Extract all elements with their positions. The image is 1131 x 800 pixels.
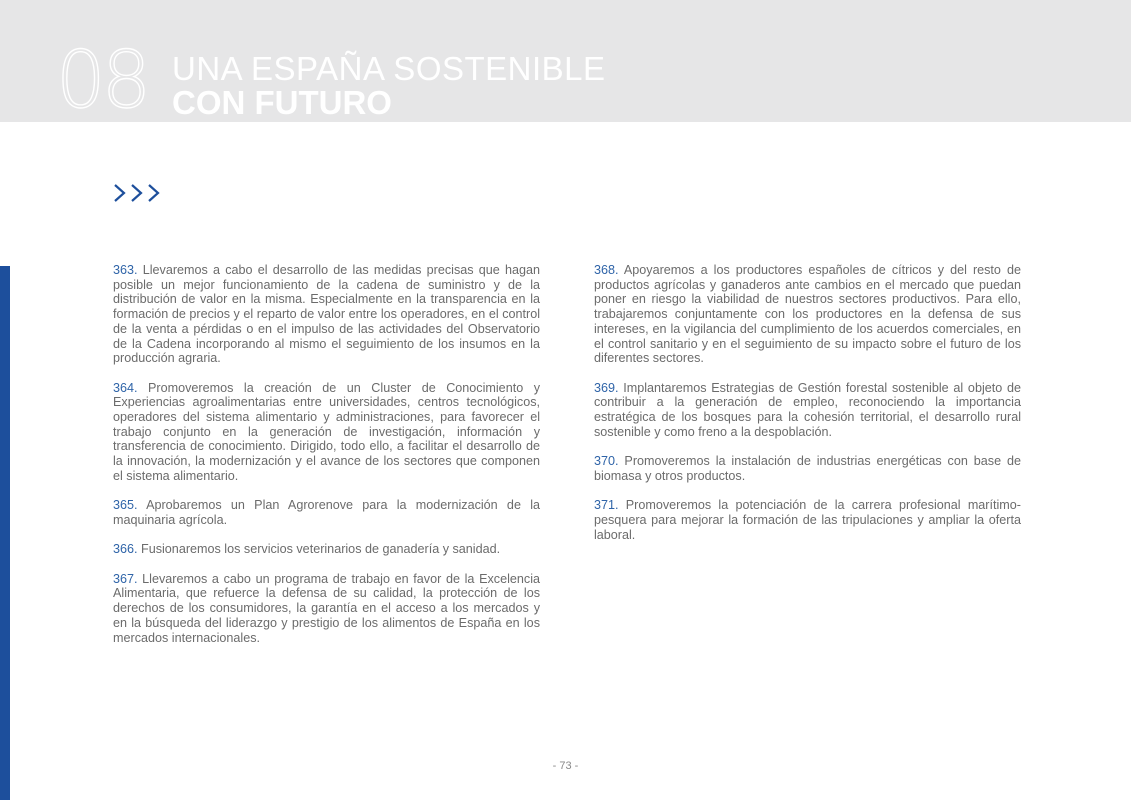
left-accent-bar — [0, 266, 10, 800]
proposal-number: 366. — [113, 542, 138, 557]
proposal-text: Apoyaremos a los productores españoles de cítricos y del resto de productos agrícolas y ganaderos ante cambios en el mercado que puedan poner en riesgo la viabilidad de nuestros sectores productivos. Para ello, trabajaremos conjuntamente con los productores en la defensa de sus intereses, en la vigilancia del cumplimiento de los acuerdos comerciales, en el control sanitario y en el seguimiento de su impacto sobre el futuro de los diferentes sectores. — [594, 263, 1021, 366]
chapter-title-line2: CON FUTURO — [172, 84, 392, 121]
triple-chevron-right-icon — [113, 182, 163, 204]
proposal-item — [594, 498, 1021, 542]
proposal-item — [113, 542, 540, 557]
right-text-column — [594, 263, 1021, 557]
proposal-item — [594, 263, 1021, 366]
proposal-item — [113, 498, 540, 527]
proposal-text: Promoveremos la instalación de industrias energéticas con base de biomasa y otros productos. — [594, 454, 1021, 483]
proposal-text: Implantaremos Estrategias de Gestión forestal sostenible al objeto de contribuir a la generación de empleo, reconociendo la importancia estratégica de los bosques para la cohesión territorial, el desarrollo rural sostenible y como freno a la despoblación. — [594, 380, 1021, 439]
proposal-number: 371. — [594, 498, 619, 513]
page-number: - 73 - — [552, 760, 579, 772]
proposal-text: Llevaremos a cabo el desarrollo de las medidas precisas que hagan posible un mejor funcionamiento de la cadena de suministro y de la distribución de valor en la misma. Especialmente en la transparencia en la formación de precios y el reparto de valor entre los operadores, en el control de la venta a pérdidas o en el impulso de las actividades del Observatorio de la Cadena incorporando al mismo el seguimiento de los insumos en la producción agraria. — [113, 263, 540, 366]
proposal-number: 365. — [113, 498, 138, 513]
proposal-text: Promoveremos la potenciación de la carrera profesional marítimo-pesquera para mejorar la formación de las tripulaciones y ampliar la oferta laboral. — [594, 498, 1021, 542]
proposal-item — [113, 381, 540, 484]
proposal-text: Llevaremos a cabo un programa de trabajo en favor de la Excelencia Alimentaria, que refuerce la defensa de su calidad, la protección de los derechos de los consumidores, la garantía en el acceso a los mercados y en la búsqueda del liderazgo y prestigio de los alimentos de España en los mercados internacionales. — [113, 571, 540, 645]
proposal-number: 370. — [594, 454, 619, 469]
proposal-item — [594, 454, 1021, 483]
proposal-number: 369. — [594, 380, 619, 395]
proposal-number: 368. — [594, 263, 619, 277]
proposal-text: Fusionaremos los servicios veterinarios de ganadería y sanidad. — [137, 542, 501, 557]
proposal-item — [594, 381, 1021, 440]
proposal-number: 364. — [113, 380, 138, 395]
chapter-title-line1: UNA ESPAÑA SOSTENIBLE — [172, 50, 606, 87]
chapter-header — [0, 0, 1131, 126]
chapter-number: 08 — [56, 36, 148, 126]
proposal-number: 363. — [113, 263, 138, 277]
proposal-text: Promoveremos la creación de un Cluster de Conocimiento y Experiencias agroalimentarias entre universidades, centros tecnológicos, operadores del sistema alimentario y administraciones, para favorecer el trabajo conjunto en la generación de investigación, información y transferencia de conocimiento. Dirigido, todo ello, a facilitar el desarrollo de la innovación, la modernización y el avance de los sectores que componen el sistema alimentario. — [113, 380, 540, 483]
left-text-column — [113, 263, 540, 660]
proposal-item — [113, 263, 540, 366]
proposal-number: 367. — [113, 571, 138, 586]
proposal-text: Aprobaremos un Plan Agrorenove para la modernización de la maquinaria agrícola. — [113, 498, 540, 527]
proposal-item — [113, 572, 540, 646]
